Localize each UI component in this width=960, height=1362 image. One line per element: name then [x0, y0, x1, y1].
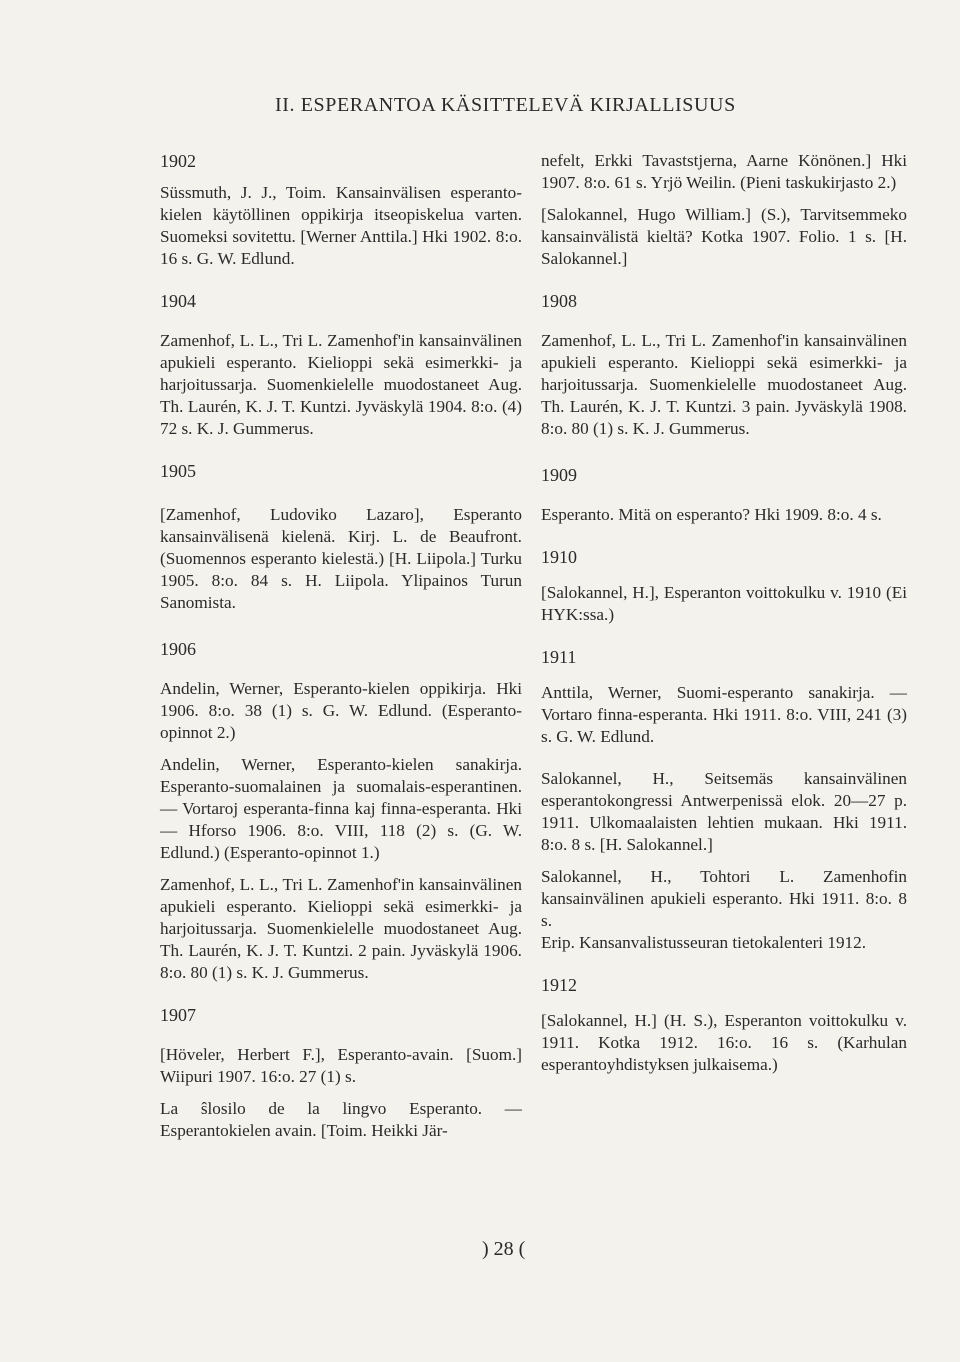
year-heading: 1904: [160, 291, 196, 311]
bibliography-entry: Salokannel, H., Seitsemäs kansainvälinen esperantokongressi Antwerpenissä elok. 20—27 p. 1911. Ulkomaalaisten lehtien mukaan. Hki 1911. 8:o. 8 s. [H. Salokannel.]: [541, 769, 907, 854]
bibliography-entry: Andelin, Werner, Esperanto-kielen oppikirja. Hki 1906. 8:o. 38 (1) s. G. W. Edlund. (Esperanto-opinnot 2.): [160, 679, 522, 742]
bibliography-entry: nefelt, Erkki Tavaststjerna, Aarne Könönen.] Hki 1907. 8:o. 61 s. Yrjö Weilin. (Pieni taskukirjasto 2.): [541, 151, 907, 192]
bibliography-entry: Anttila, Werner, Suomi-esperanto sanakirja. — Vortaro finna-esperanta. Hki 1911. 8:o. VIII, 241 (3) s. G. W. Edlund.: [541, 683, 907, 746]
bibliography-entry: La ŝlosilo de la lingvo Esperanto. — Esperantokielen avain. [Toim. Heikki Jär-: [160, 1099, 522, 1140]
year-heading: 1906: [160, 639, 196, 659]
left-column: [160, 150, 522, 1152]
page-number: ) 28 (: [482, 1238, 526, 1260]
bibliography-entry: [Zamenhof, Ludoviko Lazaro], Esperanto kansainvälisenä kielenä. Kirj. L. de Beaufront. (Suomennos esperanto kielestä.) [H. Liipola.] Turku 1905. 8:o. 84 s. H. Liipola. Ylipainos Turun Sanomista.: [160, 505, 522, 612]
year-heading: 1911: [541, 647, 577, 667]
bibliography-entry: [Höveler, Herbert F.], Esperanto-avain. [Suom.] Wiipuri 1907. 16:o. 27 (1) s.: [160, 1045, 522, 1086]
year-heading: 1912: [541, 975, 577, 995]
year-heading: 1905: [160, 461, 196, 481]
year-heading: 1908: [541, 291, 577, 311]
year-heading: 1902: [160, 151, 196, 171]
bibliography-entry: Süssmuth, J. J., Toim. Kansainvälisen esperanto-kielen käytöllinen oppikirja itseopiskelua varten. Suomeksi sovitettu. [Werner Anttila.] Hki 1902. 8:o. 16 s. G. W. Edlund.: [160, 183, 522, 268]
year-heading: 1909: [541, 465, 577, 485]
bibliography-entry: Andelin, Werner, Esperanto-kielen sanakirja. Esperanto-suomalainen ja suomalais-esperantinen. — Vortaroj esperanta-finna kaj finna-esperanta. Hki — Hforso 1906. 8:o. VIII, 118 (2) s. (G. W. Edlund.) (Esperanto-opinnot 1.): [160, 755, 522, 862]
bibliography-entry: [Salokannel, H.] (H. S.), Esperanton voittokulku v. 1911. Kotka 1912. 16:o. 16 s. (Karhulan esperantoyhdistyksen julkaisema.): [541, 1011, 907, 1074]
section-heading: II. ESPERANTOA KÄSITTELEVÄ KIRJALLISUUS: [275, 94, 736, 116]
bibliography-entry: Esperanto. Mitä on esperanto? Hki 1909. 8:o. 4 s.: [541, 505, 882, 524]
bibliography-entry: [Salokannel, H.], Esperanton voittokulku v. 1910 (Ei HYK:ssa.): [541, 583, 907, 624]
bibliography-entry: Zamenhof, L. L., Tri L. Zamenhof'in kansainvälinen apukieli esperanto. Kielioppi sekä esimerkki- ja harjoitussarja. Suomenkielelle muodostaneet Aug. Th. Laurén, K. J. T. Kuntzi. Jyväskylä 1904. 8:o. (4) 72 s. K. J. Gummerus.: [160, 331, 522, 438]
bibliography-entry: Zamenhof, L. L., Tri L. Zamenhof'in kansainvälinen apukieli esperanto. Kielioppi sekä esimerkki- ja harjoitussarja. Suomenkielelle muodostaneet Aug. Th. Laurén, K. J. T. Kuntzi. 3 pain. Jyväskylä 1908. 8:o. 80 (1) s. K. J. Gummerus.: [541, 331, 907, 438]
right-column: [541, 150, 907, 1086]
bibliography-entry: Zamenhof, L. L., Tri L. Zamenhof'in kansainvälinen apukieli esperanto. Kielioppi sekä esimerkki- ja harjoitussarja. Suomenkielelle muodostaneet Aug. Th. Laurén, K. J. T. Kuntzi. 2 pain. Jyväskylä 1906. 8:o. 80 (1) s. K. J. Gummerus.: [160, 875, 522, 982]
year-heading: 1907: [160, 1005, 196, 1025]
bibliography-entry: Salokannel, H., Tohtori L. Zamenhofin kansainvälinen apukieli esperanto. Hki 1911. 8:o. 8 s.: [541, 867, 907, 930]
year-heading: 1910: [541, 547, 577, 567]
bibliography-note: Erip. Kansanvalistusseuran tietokalenteri 1912.: [541, 933, 867, 952]
bibliography-entry: [Salokannel, Hugo William.] (S.), Tarvitsemmeko kansainvälistä kieltä? Kotka 1907. Folio. 1 s. [H. Salokannel.]: [541, 205, 907, 268]
